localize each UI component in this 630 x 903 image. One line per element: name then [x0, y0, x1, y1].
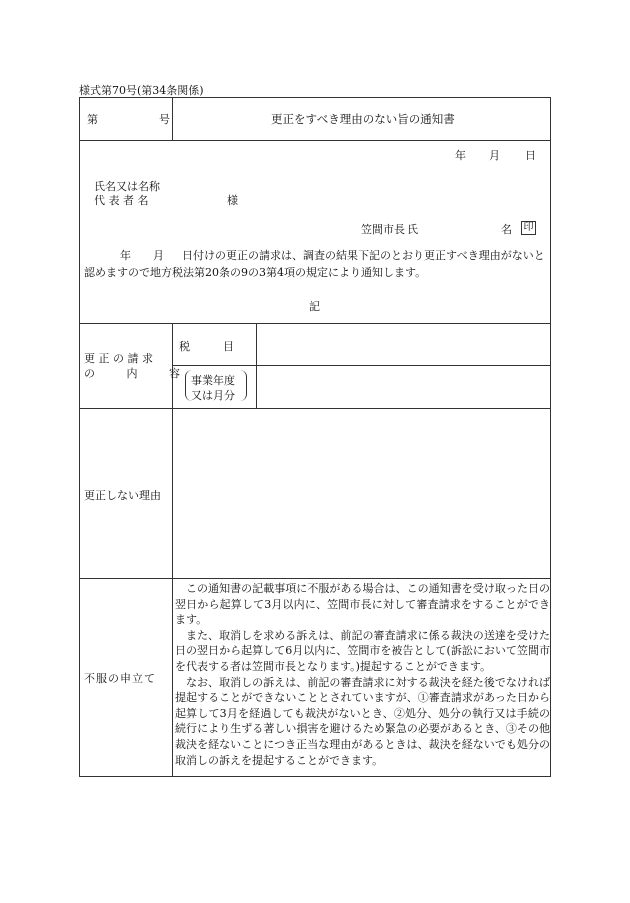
divider — [80, 323, 550, 324]
ki-heading: 記 — [309, 300, 320, 313]
divider — [172, 323, 173, 777]
representative-label: 代 表 者 名 — [94, 194, 149, 207]
number-prefix: 第 — [87, 113, 98, 126]
date-month: 月 — [489, 149, 500, 162]
lead-text — [84, 247, 546, 281]
tax-item-label: 税 目 — [179, 340, 234, 353]
notice-form — [79, 97, 551, 777]
form-number-label: 様式第70号(第34条関係) — [79, 84, 204, 97]
divider — [80, 408, 550, 409]
lead-year: 年 — [120, 249, 131, 262]
objection-paragraph: この通知書の記載事項に不服がある場合は、この通知書を受け取った日の翌日から起算して3月以内に、笠間市長に対して審査請求をすることができます。 — [175, 582, 550, 627]
divider — [80, 578, 550, 579]
lead-body: 日付けの更正の請求は、調査の結果下記のとおり更正すべき理由がないと認めますので地方税法第20条の9の3第4項の規定により通知します。 — [84, 249, 545, 279]
issuer-surname: 氏 — [407, 223, 418, 236]
lead-month: 月 — [153, 249, 164, 262]
recipient-name-label: 氏名又は名称 — [94, 180, 160, 193]
request-label-line2: の 内 容 — [84, 367, 194, 380]
document-title: 更正をすべき理由のない旨の通知書 — [271, 112, 455, 126]
seal-mark: 印 — [521, 221, 536, 235]
request-label-line1: 更 正 の 請 求 — [84, 352, 153, 365]
objection-label: 不服の申立て — [84, 672, 156, 685]
objection-paragraph: また、取消しを求める訴えは、前記の審査請求に係る裁決の送達を受けた日の翌日から起算して6月以内に、笠間市を被告として(訴訟において笠間市を代表する者は笠間市長となります。)提起することができます。 — [175, 628, 550, 673]
period-label-line2: 又は月分 — [191, 389, 235, 402]
issuer-mayor: 笠間市長 — [361, 223, 405, 236]
no-correction-reason-label: 更正しない理由 — [84, 489, 161, 502]
divider — [172, 365, 550, 366]
divider — [256, 323, 257, 408]
objection-paragraph: なお、取消しの訴えは、前記の審査請求に対する裁決を経た後でなければ提起することができないこととされていますが、①審査請求があった日から起算して3月を経過しても裁決がないとき、②処分、処分の執行又は手続の続行により生ずる著しい損害を避けるため緊急の必要があるとき、③その他裁決を経ないことにつき正当な理由があるときは、裁決を経ないでも処分の取消しの訴えを提起することができます。 — [175, 675, 550, 767]
divider — [80, 140, 550, 141]
date-year: 年 — [455, 149, 466, 162]
objection-text — [175, 581, 550, 768]
number-suffix: 号 — [159, 113, 170, 126]
period-label-line1: 事業年度 — [191, 374, 235, 387]
honorific: 様 — [227, 194, 238, 207]
issuer-given-name: 名 — [501, 223, 512, 236]
divider — [172, 98, 173, 140]
date-day: 日 — [525, 149, 536, 162]
